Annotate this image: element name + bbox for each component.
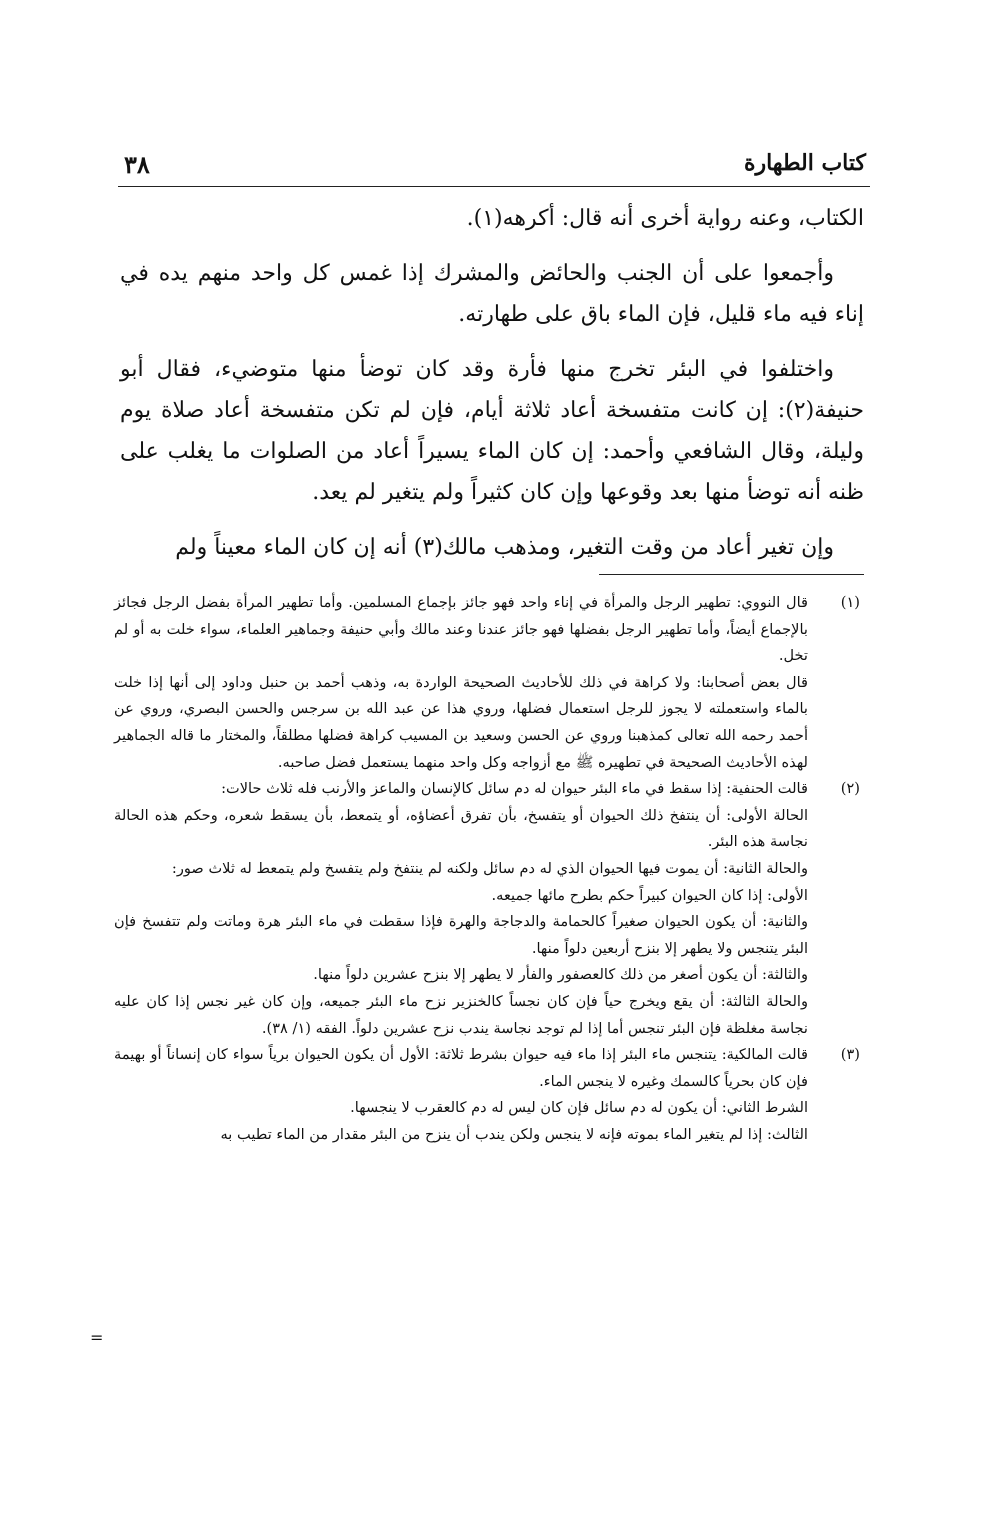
footnote-1 xyxy=(114,590,864,776)
footnote-paragraph: الأولى: إذا كان الحيوان كبيراً حكم بطرح مائها جميعه. xyxy=(491,886,808,904)
footnote-2 xyxy=(114,776,864,1042)
main-text xyxy=(120,198,864,582)
page-header xyxy=(118,150,870,184)
body-paragraph: وإن تغير أعاد من وقت التغير، ومذهب مالك(٣) أنه إن كان الماء معيناً ولم xyxy=(175,535,834,560)
footnote-paragraph: والحالة الثانية: أن يموت فيها الحيوان الذي له دم سائل ولكنه لم ينتفخ ولم يتفسخ ولم يتمعط له ثلاث صور: xyxy=(171,859,808,877)
running-title: كتاب الطهارة xyxy=(743,150,866,176)
body-paragraph: وأجمعوا على أن الجنب والحائض والمشرك إذا غمس كل واحد منهم يده في إناء فيه ماء قليل، فإن الماء باق على طهارته. xyxy=(120,261,864,327)
footnote-paragraph: والحالة الثالثة: أن يقع ويخرج حياً فإن كان نجساً كالخنزير نزح ماء البئر جميعه، وإن كان غير نجس إذا كان عليه نجاسة مغلظة فإن البئر تنجس أما إذا لم توجد نجاسة يندب نزح عشرين دلواً. الفقه (١/ ٣٨). xyxy=(114,992,808,1037)
footnote-paragraph: قالت المالكية: يتنجس ماء البئر إذا ماء فيه حيوان بشرط ثلاثة: الأول أن يكون الحيوان برياً سواء كان إنساناً أو بهيمة فإن كان بحرياً كالسمك وغيره لا ينجس الماء. xyxy=(114,1046,808,1090)
footnote-paragraph: قال بعض أصحابنا: ولا كراهة في ذلك للأحاديث الصحيحة الواردة به، وذهب أحمد بن حنبل وداود إلى أنها إذا خلت بالماء واستعملته لا يجوز للرجل استعمال فضلها، وروي هذا عن عبد الله بن سرجس والحسن البصري، وروي عن أحمد رحمه الله تعالى كمذهبنا وروي عن الحسن وسعيد بن المسيب كراهة فضلها مطلقاً، والمختار ما قاله الجماهير لهذه الأحاديث الصحيحة في تطهيره ﷺ مع أزواجه وكل واحد منهما يستعمل فضل صاحبه. xyxy=(114,673,808,771)
body-paragraph: واختلفوا في البئر تخرج منها فأرة وقد كان توضأ منها متوضيء، فقال أبو حنيفة(٢): إن كانت متفسخة أعاد ثلاثة أيام، فإن لم تكن متفسخة أعاد صلاة يوم وليلة، وقال الشافعي وأحمد: إن كان الماء يسيراً أعاد من الصلوات ما يغلب على ظنه أنه توضأ منها بعد وقوعها وإن كان كثيراً ولم يتغير لم يعد. xyxy=(120,357,864,505)
page-number: ٣٨ xyxy=(124,150,150,179)
footnote-paragraph: الشرط الثاني: أن يكون له دم سائل فإن كان ليس له دم كالعقرب لا ينجسها. xyxy=(350,1099,808,1117)
body-paragraph: الكتاب، وعنه رواية أخرى أنه قال: أكرهه(١). xyxy=(466,206,864,231)
footnote-number: (١) xyxy=(840,594,860,611)
footnote-paragraph: والثانية: أن يكون الحيوان صغيراً كالحمامة والدجاجة والهرة فإذا سقطت في ماء البئر هرة وماتت ولم تتفسخ فإن البئر يتنجس ولا يطهر إلا بنزح أربعين دلواً منها. xyxy=(114,913,808,957)
footnote-number: (٢) xyxy=(840,780,860,798)
footnote-paragraph: قالت الحنفية: إذا سقط في ماء البئر حيوان له دم سائل كالإنسان والماعز والأرنب فله ثلاث حالات: xyxy=(221,780,808,798)
footnote-paragraph: والثالثة: أن يكون أصغر من ذلك كالعصفور والفأر لا يطهر إلا بنزح عشرين دلواً منها. xyxy=(313,966,808,984)
footnote-paragraph: الحالة الأولى: أن ينتفخ ذلك الحيوان أو يتفسخ، بأن تفرق أعضاؤه، أو يتمعط، بأن يسقط شعره، وحكم هذه الحالة نجاسة هذه البئر. xyxy=(114,806,808,851)
footnote-number: (٣) xyxy=(840,1046,860,1064)
continuation-mark: = xyxy=(90,1328,104,1347)
footnote-paragraph: قال النووي: تطهير الرجل والمرأة في إناء واحد فهو جائز بإجماع المسلمين. وأما تطهير المرأة بفضل الرجل فجائز بالإجماع أيضاً، وأما تطهير الرجل بفضلها فهو جائز عندنا وعند مالك وأبي حنيفة وجماهير العلماء، سواء خلت به أو لم تخل. xyxy=(114,594,808,665)
footnote-divider xyxy=(599,574,864,575)
footnote-paragraph: الثالث: إذا لم يتغير الماء بموته فإنه لا ينجس ولكن يندب أن ينزح من البئر مقدار من الماء تطيب به xyxy=(220,1125,808,1143)
footnote-3 xyxy=(114,1042,864,1148)
footnotes xyxy=(114,590,864,1148)
header-divider xyxy=(118,186,870,187)
